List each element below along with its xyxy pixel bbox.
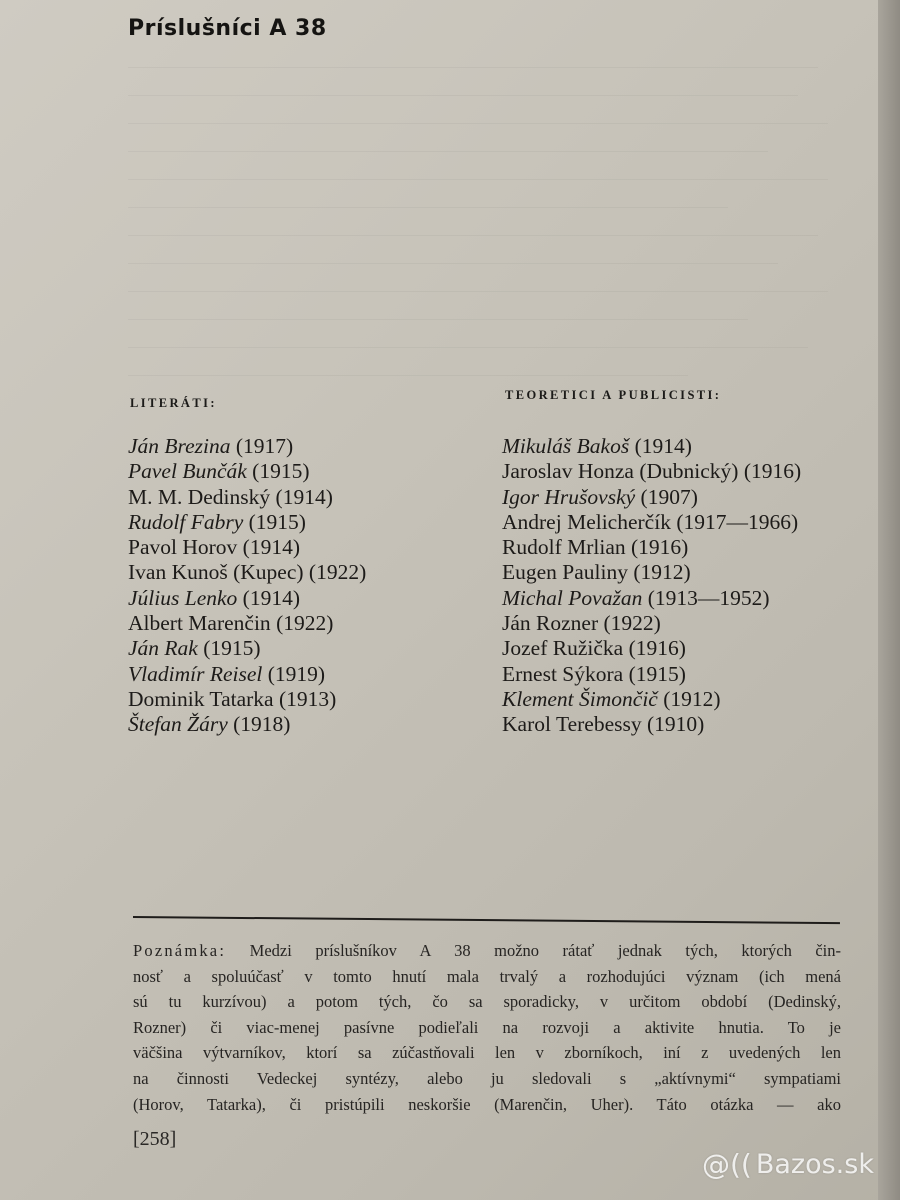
footnote-label: Poznámka: — [133, 941, 227, 960]
literati-entry — [128, 560, 366, 585]
person-years: (1912) — [633, 560, 691, 585]
person-years: (1922) — [276, 611, 334, 636]
person-name: Vladimír Reisel — [128, 661, 263, 686]
person-name: Jaroslav Honza (Dubnický) — [502, 459, 739, 484]
theorist-entry — [502, 687, 801, 712]
theorists-list — [502, 434, 801, 738]
person-name: Michal Považan — [502, 585, 643, 610]
literati-entry — [128, 434, 366, 459]
person-years: (1912) — [663, 686, 721, 711]
footnote-line-text: Medzi príslušníkov A 38 možno rátať jednak tých, ktorých čin- — [249, 941, 841, 960]
person-name: M. M. Dedinský — [128, 484, 271, 509]
literati-entry — [128, 636, 366, 661]
literati-entry — [128, 485, 366, 510]
literati-entry — [128, 586, 366, 611]
footnote-divider — [133, 916, 840, 924]
person-years: (1919) — [267, 661, 326, 686]
person-name: Július Lenko — [128, 585, 238, 610]
footnote-line: Rozner) či viac-menej pasívne podieľali na rozvoji a aktivite hnutia. To je — [133, 1017, 841, 1037]
person-years: (1913—1952) — [647, 585, 770, 610]
person-years: (1915) — [628, 661, 686, 686]
person-years: (1916) — [628, 636, 686, 661]
person-years: (1916) — [743, 459, 802, 484]
footnote-line: sú tu kurzívou) a potom tých, čo sa sporadicky, v určitom období (Dedinský, — [133, 992, 841, 1012]
person-years: (1918) — [233, 712, 291, 737]
person-years: (1914) — [275, 484, 333, 509]
page-edge-shadow — [878, 0, 900, 1200]
person-years: (1910) — [646, 712, 705, 737]
footnote — [133, 938, 841, 1117]
person-name: Rudolf Fabry — [128, 509, 244, 534]
person-years: (1922) — [603, 611, 661, 636]
literati-heading: LITERÁTI: — [130, 396, 217, 410]
watermark-text: Bazos.sk — [755, 1149, 874, 1180]
theorist-entry — [502, 434, 801, 459]
person-years: (1914) — [242, 535, 300, 560]
person-name: Mikuláš Bakoš — [502, 434, 630, 458]
person-name: Andrej Melicherčík — [502, 509, 671, 534]
person-name: Dominik Tatarka — [128, 686, 274, 711]
person-name: Pavel Bunčák — [128, 459, 247, 484]
footnote-line: na činnosti Vedeckej syntézy, alebo ju sledovali s „aktívnymi“ sympatiami — [133, 1068, 841, 1088]
theorist-entry — [502, 459, 801, 484]
person-years: (1907) — [640, 484, 698, 509]
bazos-logo-icon: @(( — [702, 1148, 752, 1181]
person-years: (1915) — [252, 459, 310, 484]
literati-entry — [128, 535, 366, 560]
literati-entry — [128, 459, 366, 484]
show-through-text — [128, 40, 848, 376]
person-name: Štefan Žáry — [128, 712, 228, 737]
person-name: Karol Terebessy — [502, 712, 642, 737]
literati-list — [128, 434, 366, 738]
literati-entry — [128, 662, 366, 687]
literati-entry — [128, 712, 366, 737]
theorist-entry — [502, 636, 801, 661]
person-years: (1917—1966) — [676, 509, 799, 534]
footnote-line — [133, 938, 841, 964]
person-years: (1914) — [634, 434, 692, 458]
theorist-entry — [502, 611, 801, 636]
person-name: Ján Brezina — [128, 434, 231, 458]
theorist-entry — [502, 560, 801, 585]
person-name: Ján Rak — [128, 636, 198, 661]
person-name: Igor Hrušovský — [502, 484, 636, 509]
page-header: Príslušníci A 38 — [128, 16, 327, 41]
footnote-line: (Horov, Tatarka), či pristúpili neskoršie (Marenčin, Uher). Táto otázka — ako — [133, 1094, 841, 1114]
theorist-entry — [502, 510, 801, 535]
person-name: Rudolf Mrlian — [502, 535, 626, 560]
literati-entry — [128, 687, 366, 712]
person-name: Ivan Kunoš (Kupec) — [128, 560, 304, 585]
person-name: Ernest Sýkora — [502, 661, 624, 686]
person-name: Jozef Ružička — [502, 636, 624, 661]
person-years: (1914) — [242, 585, 300, 610]
person-name: Pavol Horov — [128, 535, 238, 560]
person-name: Eugen Pauliny — [502, 560, 628, 585]
person-years: (1922) — [308, 560, 367, 585]
theorist-entry — [502, 712, 801, 737]
person-name: Ján Rozner — [502, 611, 599, 636]
person-years: (1917) — [235, 434, 294, 458]
person-years: (1915) — [248, 509, 306, 534]
footnote-line: nosť a spoluúčasť v tomto hnutí mala trvalý a rozhodujúci význam (ich mená — [133, 966, 841, 986]
footnote-line: väčšina výtvarníkov, ktorí sa zúčastňovali len v zborníkoch, iní z uvedených len — [133, 1043, 841, 1063]
literati-entry — [128, 510, 366, 535]
page-number: [258] — [133, 1128, 177, 1150]
person-years: (1913) — [278, 686, 337, 711]
theorist-entry — [502, 662, 801, 687]
person-name: Albert Marenčin — [128, 611, 271, 636]
theorist-entry — [502, 535, 801, 560]
person-name: Klement Šimončič — [502, 686, 658, 711]
literati-entry — [128, 611, 366, 636]
person-years: (1916) — [631, 535, 689, 560]
theorists-heading: TEORETICI A PUBLICISTI: — [505, 388, 722, 402]
person-years: (1915) — [203, 636, 261, 661]
watermark — [702, 1148, 874, 1181]
theorist-entry — [502, 485, 801, 510]
theorist-entry — [502, 586, 801, 611]
